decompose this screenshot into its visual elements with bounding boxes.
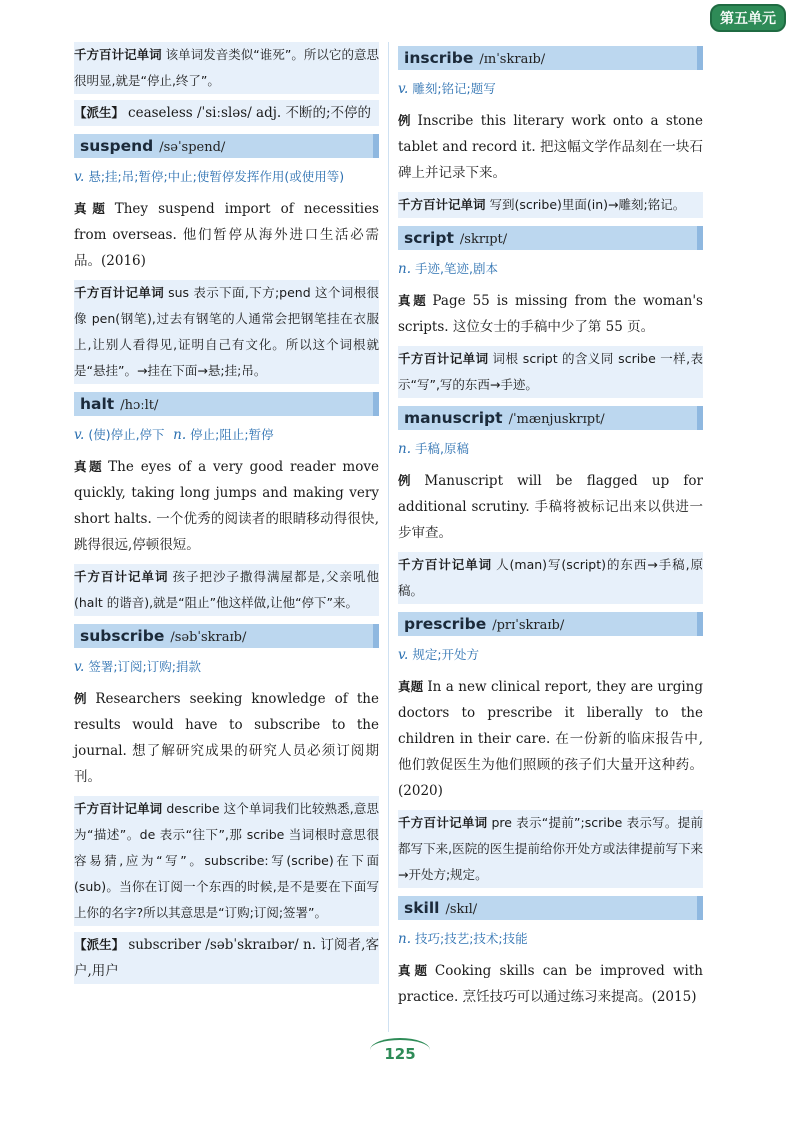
headword: suspend — [80, 137, 154, 155]
example-text: They suspend import of necessities from overseas. 他们暂停从海外进口生活必需品。(2016) — [74, 201, 379, 269]
memory-tag: 千方百计记单词 — [74, 285, 165, 300]
headword-bar — [398, 612, 703, 636]
example-tag: 例 — [74, 691, 92, 706]
example — [74, 454, 379, 558]
example-text: Cooking skills can be improved with practice. 烹饪技巧可以通过练习来提高。(2015) — [398, 963, 703, 1005]
definition — [398, 642, 703, 668]
example — [398, 108, 703, 186]
intro-derive — [74, 100, 379, 126]
example-tag: 真题 — [74, 459, 105, 474]
pos: v. — [74, 427, 85, 443]
phonetic: /prɪˈskraɪb/ — [492, 618, 565, 633]
example-text: Manuscript will be flagged up for additional scrutiny. 手稿将被标记出来以供进一步审查。 — [398, 473, 703, 541]
def-text: 悬;挂;吊;暂停;中止;使暂停发挥作用(或使用等) — [88, 169, 345, 184]
def-text: 规定;开处方 — [412, 647, 480, 662]
pos: v. — [398, 81, 409, 97]
memory-text: 词根 script 的含义同 scribe 一样,表示“写”,写的东西→手迹。 — [398, 351, 703, 392]
memory-text: 该单词发音类似“谁死”。所以它的意思很明显,就是“停止,终了”。 — [74, 47, 379, 88]
memory-text: 写到(scribe)里面(in)→雕刻;铭记。 — [489, 197, 686, 212]
column-divider — [388, 42, 389, 1032]
memory-tag: 千方百计记单词 — [398, 557, 493, 572]
example — [398, 288, 703, 340]
headword: script — [404, 229, 454, 247]
example — [398, 958, 703, 1010]
memory-tag: 千方百计记单词 — [398, 197, 486, 212]
example-text: Page 55 is missing from the woman's scripts. 这位女士的手稿中少了第 55 页。 — [398, 293, 703, 335]
def-text: (使)停止,停下 — [88, 427, 165, 442]
phonetic: /hɔːlt/ — [120, 398, 159, 413]
entry-skill — [398, 896, 703, 1010]
def-text: 手迹,笔迹,剧本 — [415, 261, 498, 276]
phonetic: /skɪl/ — [445, 902, 478, 917]
pos: n. — [173, 427, 187, 443]
headword-bar — [398, 226, 703, 250]
example-text: The eyes of a very good reader move quickly, taking long jumps and making very short halts. 一个优秀的阅读者的眼睛移动得很快,跳得很远,停顿很短。 — [74, 459, 379, 553]
memory — [74, 280, 379, 384]
example-tag: 真题 — [74, 201, 111, 216]
derive-text: subscriber /səbˈskraɪbər/ n. 订阅者,客户,用户 — [74, 937, 379, 979]
memory-text: sus 表示下面,下方;pend 这个词根很像 pen(钢笔),过去有钢笔的人通常会把钢笔挂在衣服上,让别人看得见,证明自己有文化。所以这个词根就是“悬挂”。→挂在下面→悬;挂;吊。 — [74, 285, 379, 378]
def-text: 技巧;技艺;技术;技能 — [415, 931, 528, 946]
def-text: 雕刻;铭记;题写 — [412, 81, 496, 96]
headword: inscribe — [404, 49, 474, 67]
entry-halt — [74, 392, 379, 616]
entry-script — [398, 226, 703, 398]
memory-tag: 千方百计记单词 — [398, 351, 489, 366]
entry-inscribe — [398, 46, 703, 218]
memory-tag: 千方百计记单词 — [398, 815, 488, 830]
entry-subscribe — [74, 624, 379, 984]
example-tag: 真题 — [398, 293, 429, 308]
def-text: 签署;订阅;订购;捐款 — [88, 659, 201, 674]
definition — [398, 926, 703, 952]
example — [398, 674, 703, 804]
example-text: Inscribe this literary work onto a stone tablet and record it. 把这幅文学作品刻在一块石碑上并记录下来。 — [398, 113, 703, 181]
definition — [398, 256, 703, 282]
memory-text: describe 这个单词我们比较熟悉,意思为“描述”。de 表示“往下”,那 scribe 当词根时意思很容易猜,应为“写”。subscribe:写(scribe)在下面(sub)。当你在订阅一个东西的时候,是不是要在下面写上你的名字?所以其意思是“订购;订阅;签署”。 — [74, 801, 379, 920]
phonetic: /ɪnˈskraɪb/ — [479, 52, 546, 67]
headword-bar — [74, 624, 379, 648]
memory — [398, 192, 703, 218]
memory — [398, 346, 703, 398]
example-text: In a new clinical report, they are urging doctors to prescribe it liberally to the children in their care. 在一份新的临床报告中,他们敦促医生为他们照顾的孩子们大量开这种药。(2020) — [398, 679, 703, 799]
phonetic: /səˈspend/ — [159, 140, 226, 155]
pos: n. — [398, 931, 411, 947]
derive — [74, 932, 379, 984]
example — [74, 686, 379, 790]
unit-tab: 第五单元 — [710, 4, 786, 32]
entry-suspend — [74, 134, 379, 384]
example-text: Researchers seeking knowledge of the results would have to subscribe to the journal. 想了解研究成果的研究人员必须订阅期刊。 — [74, 691, 379, 785]
definition — [398, 436, 703, 462]
pos: n. — [398, 441, 411, 457]
headword-bar — [398, 406, 703, 430]
pos: n. — [398, 261, 411, 277]
example-tag: 真题 — [398, 679, 424, 694]
headword-bar — [398, 896, 703, 920]
example — [74, 196, 379, 274]
example — [398, 468, 703, 546]
derive-tag: 【派生】 — [74, 937, 125, 952]
example-tag: 例 — [398, 473, 421, 488]
headword: manuscript — [404, 409, 503, 427]
pos: v. — [74, 659, 85, 675]
headword: halt — [80, 395, 115, 413]
headword-bar — [74, 134, 379, 158]
derive-text: ceaseless /ˈsiːsləs/ adj. 不断的;不停的 — [128, 105, 372, 121]
memory-tag: 千方百计记单词 — [74, 801, 163, 816]
pos: v. — [398, 647, 409, 663]
memory-tag: 千方百计记单词 — [74, 47, 162, 62]
definition — [74, 654, 379, 680]
memory-tag: 千方百计记单词 — [74, 569, 169, 584]
phonetic: /ˈmænjuskrɪpt/ — [508, 412, 605, 427]
example-tag: 真题 — [398, 963, 431, 978]
def-text: 手稿,原稿 — [415, 441, 469, 456]
def-text: 停止;阻止;暂停 — [190, 427, 274, 442]
derive-tag: 【派生】 — [74, 105, 125, 120]
headword: prescribe — [404, 615, 487, 633]
memory — [74, 564, 379, 616]
definition — [74, 164, 379, 190]
memory-text: pre 表示“提前”;scribe 表示写。提前都写下来,医院的医生提前给你开处方或法律提前写下来→开处方;规定。 — [398, 815, 703, 882]
left-column — [74, 42, 379, 990]
definition — [398, 76, 703, 102]
memory — [398, 810, 703, 888]
phonetic: /səbˈskraɪb/ — [170, 630, 247, 645]
headword: subscribe — [80, 627, 165, 645]
memory — [398, 552, 703, 604]
memory-text: 孩子把沙子撒得满屋都是,父亲吼他(halt 的谐音),就是“阻止”他这样做,让他“停下”来。 — [74, 569, 379, 610]
pos: v. — [74, 169, 85, 185]
entry-manuscript — [398, 406, 703, 604]
right-column — [398, 42, 703, 1016]
headword-bar — [74, 392, 379, 416]
definition — [74, 422, 379, 448]
example-tag: 例 — [398, 113, 414, 128]
memory — [74, 796, 379, 926]
headword-bar — [398, 46, 703, 70]
page-number: 125 — [370, 1038, 430, 1068]
memory-text: 人(man)写(script)的东西→手稿,原稿。 — [398, 557, 703, 598]
entry-prescribe — [398, 612, 703, 888]
intro-memory — [74, 42, 379, 94]
phonetic: /skrɪpt/ — [459, 232, 508, 247]
headword: skill — [404, 899, 440, 917]
